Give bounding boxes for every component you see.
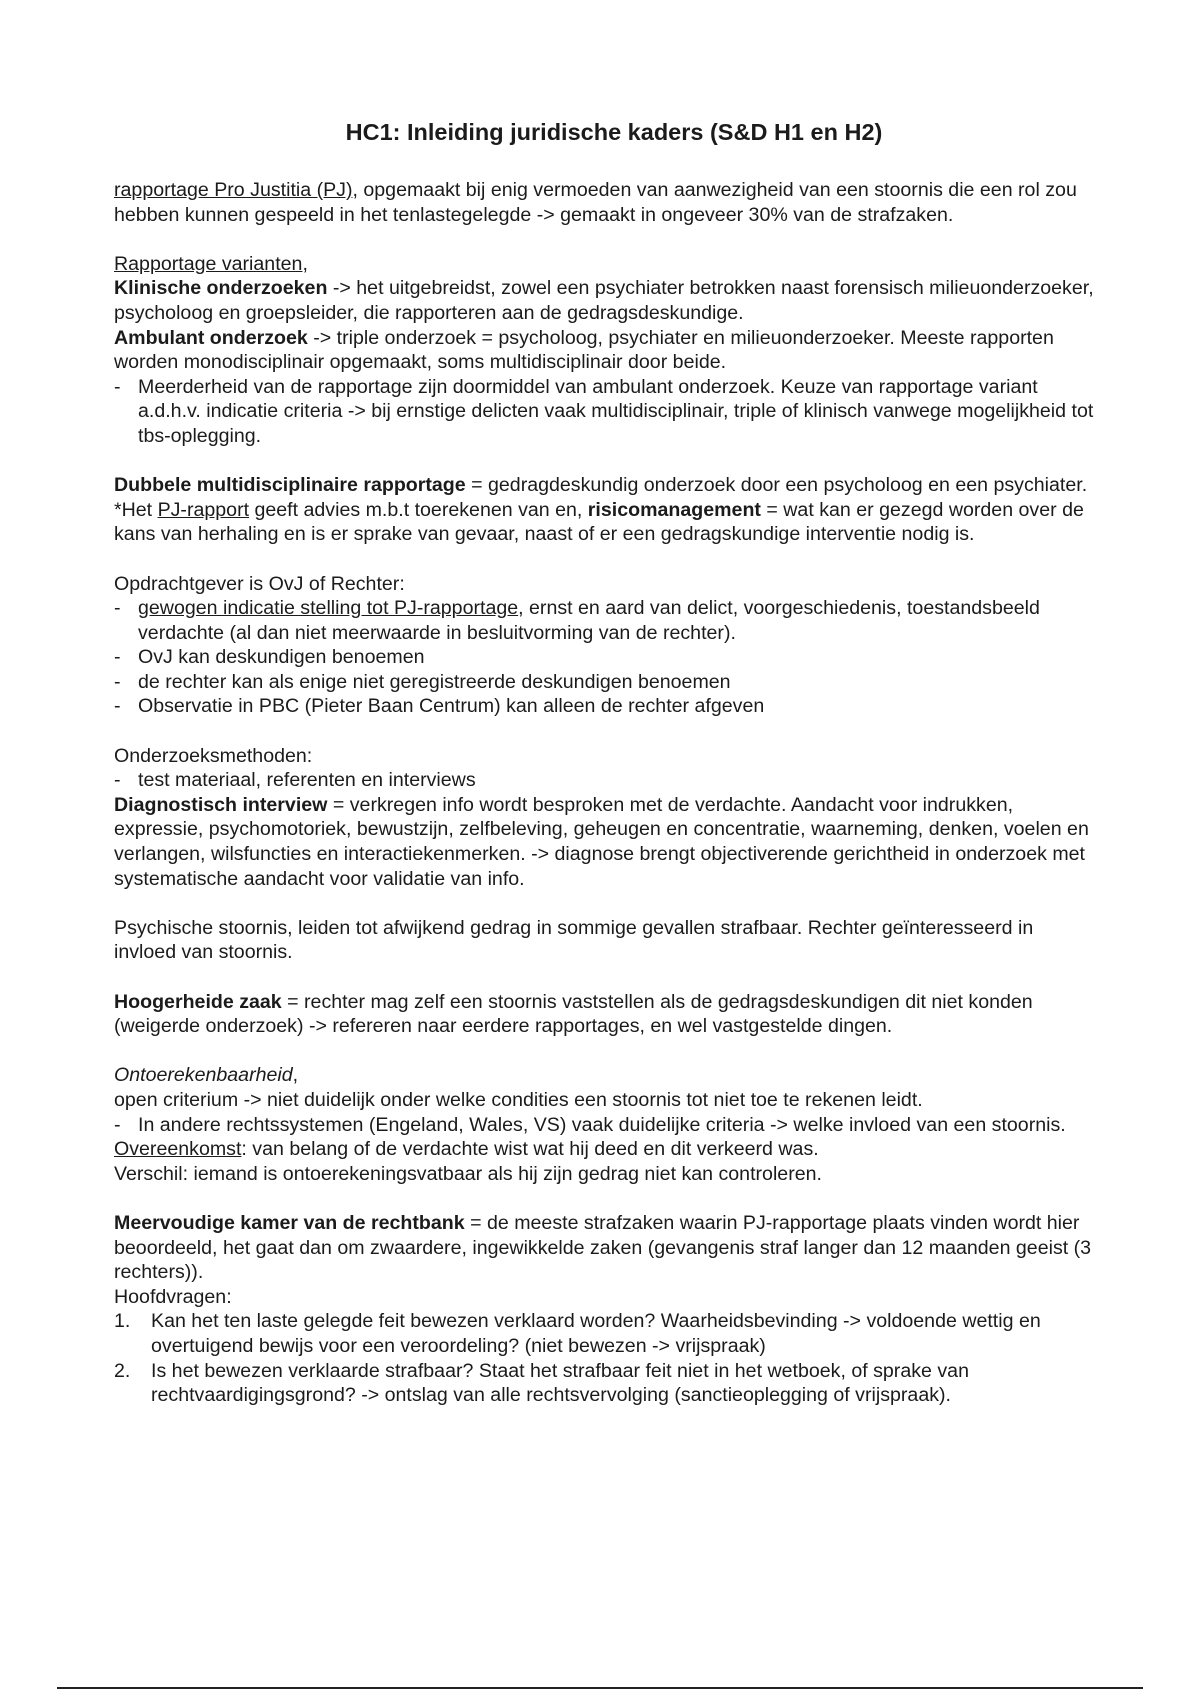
list-item — [114, 1359, 1094, 1408]
note-prefix: *Het — [114, 498, 158, 521]
meervoudig-paragraph — [114, 1211, 1094, 1285]
klinisch-term: Klinische onderzoeken — [114, 277, 328, 300]
meervoudig-text: = de meeste strafzaken waarin PJ-rapportage plaats vinden wordt hier beoordeeld, het gaat dan om zwaardere, ingewikkelde zaken (gevangenis straf langer dan 12 maanden geeist (3 rechters)). — [114, 1211, 1092, 1284]
diagnostisch-text: = verkregen info wordt besproken met de verdachte. Aandacht voor indrukken, expressie, psychomotoriek, bewustzijn, zelfbeleving, geheugen en concentratie, waarneming, denken, voelen en verlangen, wilsfuncties en interactiekenmerken. -> diagnose brengt objectiverende gerichtheid in onderzoek met systematische aandacht voor validatie van info. — [114, 793, 1089, 890]
ontoerekenbaar-punct: , — [292, 1064, 299, 1087]
pj-rapport-note — [114, 498, 1094, 547]
varianten-heading-line — [114, 252, 1094, 277]
note-rest: = wat kan er gezegd worden over de kans van herhaling en is er sprake van gevaar, naast of er een gedragskundige interventie nodig is. — [114, 498, 1084, 546]
methoden-heading: Onderzoeksmethoden: — [114, 744, 313, 767]
hoofdvragen-list — [114, 1309, 1094, 1407]
footer-rule — [57, 1687, 1143, 1689]
hoofdvragen-heading: Hoofdvragen: — [114, 1285, 232, 1308]
hoogerheide-paragraph — [114, 990, 1094, 1039]
dubbel-term: Dubbele multidisciplinaire rapportage — [114, 474, 466, 497]
ambulant-text: -> triple onderzoek = psycholoog, psychiater en milieuonderzoeker. Meeste rapporten worden monodisciplinair opgemaakt, soms multidisciplinair door beide. — [114, 326, 1054, 374]
klinisch-paragraph — [114, 276, 1094, 325]
varianten-heading: Rapportage varianten — [114, 252, 303, 275]
indicatie-term: gewogen indicatie stelling tot PJ-rapportage — [138, 597, 519, 620]
risicomanagement-term: risicomanagement — [587, 498, 761, 521]
list-item — [114, 1309, 1094, 1358]
list-item: - test materiaal, referenten en interviews — [114, 768, 1094, 793]
overeenkomst-term: Overeenkomst — [114, 1138, 242, 1161]
overeenkomst-line — [114, 1137, 1094, 1162]
open-criterium-line: open criterium -> niet duidelijk onder welke condities een stoornis tot niet toe te rekenen leidt. — [114, 1088, 923, 1111]
ontoerekenbaar-heading-line — [114, 1063, 1094, 1088]
list-item: - Observatie in PBC (Pieter Baan Centrum) kan alleen de rechter afgeven — [114, 694, 1094, 719]
varianten-list — [114, 375, 1094, 449]
list-text: Kan het ten laste gelegde feit bewezen verklaard worden? Waarheidsbevinding -> voldoende wettig en overtuigend bewijs voor een veroordeling? (niet bewezen -> vrijspraak) — [151, 1310, 1041, 1357]
overeenkomst-text: : van belang of de verdachte wist wat hij deed en dit verkeerd was. — [241, 1138, 819, 1161]
list-item: - OvJ kan deskundigen benoemen — [114, 645, 1094, 670]
list-text: Is het bewezen verklaarde strafbaar? Staat het strafbaar feit niet in het wetboek, of sprake van rechtvaardigingsgrond? -> ontslag van alle rechtsvervolging (sanctieoplegging of vrijspraak). — [151, 1359, 969, 1407]
hoogerheide-text: = rechter mag zelf een stoornis vaststellen als de gedragsdeskundigen dit niet konden (weigerde onderzoek) -> refereren naar eerdere rapportages, en wel vastgestelde dingen. — [114, 990, 1033, 1038]
pj-term: rapportage Pro Justitia (PJ) — [114, 179, 353, 201]
pj-rapport-term: PJ-rapport — [157, 498, 250, 521]
list-number: 1. — [114, 1310, 131, 1333]
opdracht-heading: Opdrachtgever is OvJ of Rechter: — [114, 572, 405, 595]
dubbel-paragraph — [114, 473, 1094, 498]
ontoerekenbaar-heading: Ontoerekenbaarheid — [114, 1064, 293, 1087]
document-body — [114, 178, 1094, 1408]
varianten-heading-punct: , — [302, 252, 308, 275]
methoden-list — [114, 768, 1094, 793]
diagnostisch-paragraph — [114, 793, 1094, 891]
list-item — [114, 596, 1094, 645]
ontoerekenbaar-list — [114, 1113, 1094, 1138]
pj-text: , opgemaakt bij enig vermoeden van aanwezigheid van een stoornis die een rol zou hebben kunnen gespeeld in het tenlastegelegde -> gemaakt in ongeveer 30% van de strafzaken. — [114, 179, 1077, 226]
dubbel-text: = gedragdeskundig onderzoek door een psycholoog en een psychiater. — [465, 474, 1088, 497]
list-item: - de rechter kan als enige niet geregistreerde deskundigen benoemen — [114, 670, 1094, 695]
meervoudig-term: Meervoudige kamer van de rechtbank — [114, 1211, 465, 1234]
ambulant-term: Ambulant onderzoek — [114, 326, 308, 349]
diagnostisch-term: Diagnostisch interview — [114, 793, 328, 816]
indicatie-text: , ernst en aard van delict, voorgeschiedenis, toestandsbeeld verdachte (al dan niet meerwaarde in besluitvorming van de rechter). — [138, 597, 1040, 644]
list-item: - In andere rechtssystemen (Engeland, Wales, VS) vaak duidelijke criteria -> welke invloed van een stoornis. — [114, 1113, 1094, 1138]
hoogerheide-term: Hoogerheide zaak — [114, 990, 282, 1013]
psychisch-paragraph: Psychische stoornis, leiden tot afwijkend gedrag in sommige gevallen strafbaar. Rechter geïnteresseerd in invloed van stoornis. — [114, 916, 1034, 964]
ambulant-paragraph — [114, 326, 1094, 375]
list-number: 2. — [114, 1359, 131, 1382]
page-title: HC1: Inleiding juridische kaders (S&D H1 en H2) — [345, 119, 883, 145]
note-middle: geeft advies m.b.t toerekenen van en, — [249, 498, 588, 521]
pj-paragraph — [114, 178, 1094, 227]
opdracht-list — [114, 596, 1094, 719]
klinisch-text: -> het uitgebreidst, zowel een psychiater betrokken naast forensisch milieuonderzoeker, psycholoog en groepsleider, die rapporteren aan de gedragsdeskundige. — [114, 277, 1094, 324]
list-item: - Meerderheid van de rapportage zijn doormiddel van ambulant onderzoek. Keuze van rapportage variant a.d.h.v. indicatie criteria -> bij ernstige delicten vaak multidisciplinair, triple of klinisch vanwege mogelijkheid tot tbs-oplegging. — [114, 375, 1094, 449]
verschil-line: Verschil: iemand is ontoerekeningsvatbaar als hij zijn gedrag niet kan controleren. — [114, 1162, 822, 1185]
